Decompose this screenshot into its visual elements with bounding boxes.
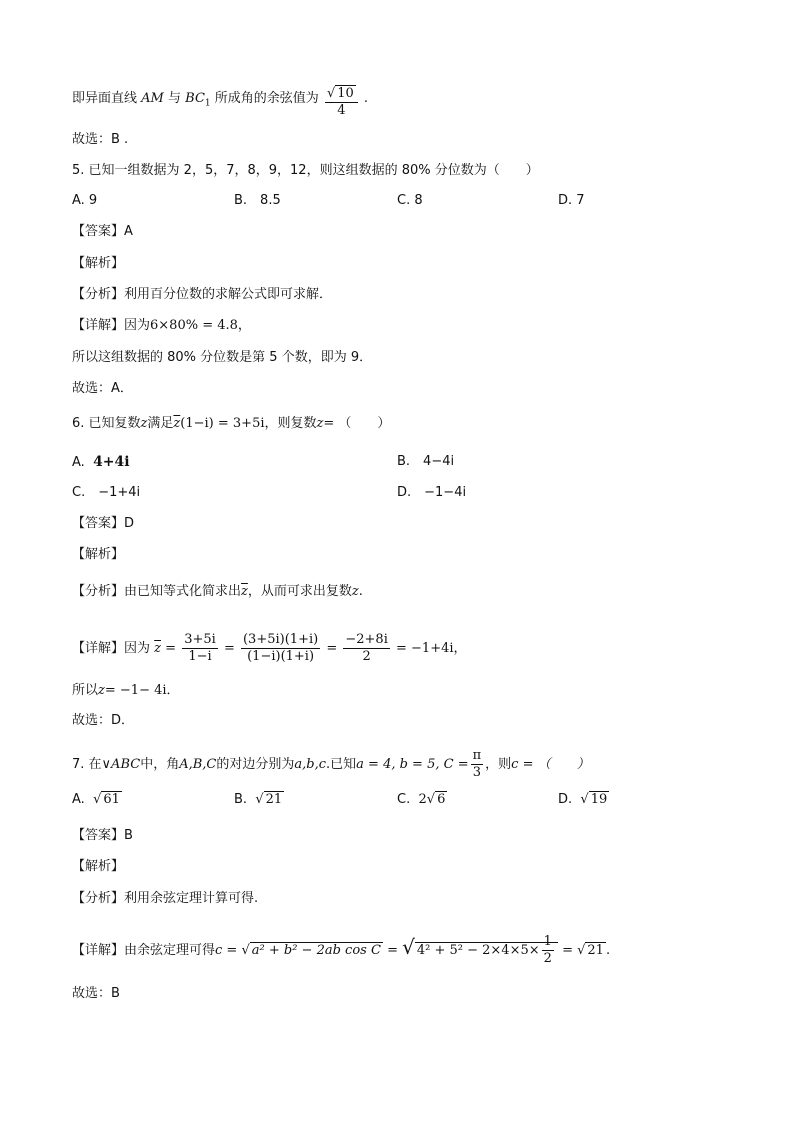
p4-choice: 故选：B . — [72, 132, 129, 147]
q6-line2: 所以z= −1− 4i． — [72, 683, 180, 698]
q7-stem: 7. 在∨ABC中，角A,B,C的对边分别为a,b,c.已知a = 4, b = 5, C = $\frac{\pi}{3}$ ，则c = （ ） — [72, 748, 590, 780]
q7-rad-2: √ 4² + 5² − 2×4×5× $\frac{1}{2}$ — [402, 934, 558, 967]
p4-conclusion-line — [72, 82, 369, 118]
q5-analysis-title: 【解析】 — [72, 256, 125, 271]
q6-frac-3: $\frac{-2+8i}{2}$ — [345, 632, 388, 664]
q7-choice: 故选：B — [72, 986, 120, 1001]
q7-option-a: A. √ 61 — [72, 792, 120, 807]
q5-line2: 所以这组数据的 80% 分位数是第 5 个数，即为 9． — [72, 350, 373, 365]
q7-answer: 【答案】B — [72, 828, 133, 843]
q6-choice: 故选：D． — [72, 713, 135, 728]
p4-end: . — [363, 91, 369, 106]
q5-xiangjie: 【详解】因为6×80% = 4.8， — [72, 318, 251, 333]
q5-option-a: A. 9 — [72, 193, 98, 208]
q7-option-d: D. √ 19 — [558, 792, 608, 807]
q6-answer: 【答案】D — [72, 516, 135, 531]
p4-fraction: $\frac{√ 10}{4}$ — [325, 86, 358, 119]
q5-answer: 【答案】A — [72, 224, 133, 239]
q7-rad-1: √ a² + b² − 2ab cos C — [241, 943, 381, 958]
q5-xiangjie-expr: 6×80% = 4.8 — [150, 318, 238, 333]
q6-option-b: B. 4−4i — [397, 454, 455, 469]
q6-option-c: C. −1+4i — [72, 485, 141, 500]
q5-option-d: D. 7 — [558, 193, 585, 208]
q6-frac-1: $\frac{3+5i}{1-i}$ — [184, 632, 216, 664]
q7-fenxi: 【分析】利用余弦定理计算可得. — [72, 891, 259, 906]
q5-fenxi: 【分析】利用百分位数的求解公式即可求解． — [72, 287, 333, 302]
p4-am: AM — [141, 91, 164, 106]
q6-frac-2: $\frac{(3+5i)(1+i)}{(1-i)(1+i)}$ — [242, 632, 319, 664]
q5-option-b: B. 8.5 — [234, 193, 281, 208]
q6-stem: 6. 已知复数z满足$\overline{z}(1-i) = 3+5i$，则复数z= （ ） — [72, 416, 391, 431]
q5-option-c: C. 8 — [397, 193, 423, 208]
p4-text-b: 与 — [168, 91, 182, 106]
q5-stem: 5. 已知一组数据为 2，5，7，8，9，12，则这组数据的 80% 分位数为（ ） — [72, 163, 539, 178]
q7-analysis-title: 【解析】 — [72, 859, 125, 874]
p4-text-a: 即异面直线 — [72, 91, 138, 106]
q7-result: √ 21 — [577, 943, 604, 958]
q6-fenxi: 【分析】由已知等式化简求出$\overline{z}$，从而可求出复数z. — [72, 584, 363, 599]
p4-text-c: 所成角的余弦值为 — [214, 91, 319, 106]
q7-option-c: C. 2√ 6 — [397, 792, 446, 807]
q7-option-b: B. √ 21 — [234, 792, 283, 807]
q7-xiangjie: 【详解】由余弦定理可得c = √ a² + b² − 2ab cos C = √ 4² + 5² − 2×4×5× $\frac{1}{2}$ = √ 21 . — [72, 934, 611, 966]
p4-bc: $BC_1$ — [185, 91, 211, 109]
q6-option-a: A. 4+4i — [72, 454, 130, 470]
q6-xiangjie: 【详解】因为 $\overline{z}$ = $\frac{3+5i}{1-i}$ = $\frac{(3+5i)(1+i)}{(1-i)(1+i)}$ = $\frac{-2+8i}{2}$ = −1+4i， — [72, 632, 467, 664]
q6-option-d: D. −1−4i — [397, 485, 467, 500]
q5-choice: 故选：A． — [72, 381, 133, 396]
q6-analysis-title: 【解析】 — [72, 547, 125, 562]
